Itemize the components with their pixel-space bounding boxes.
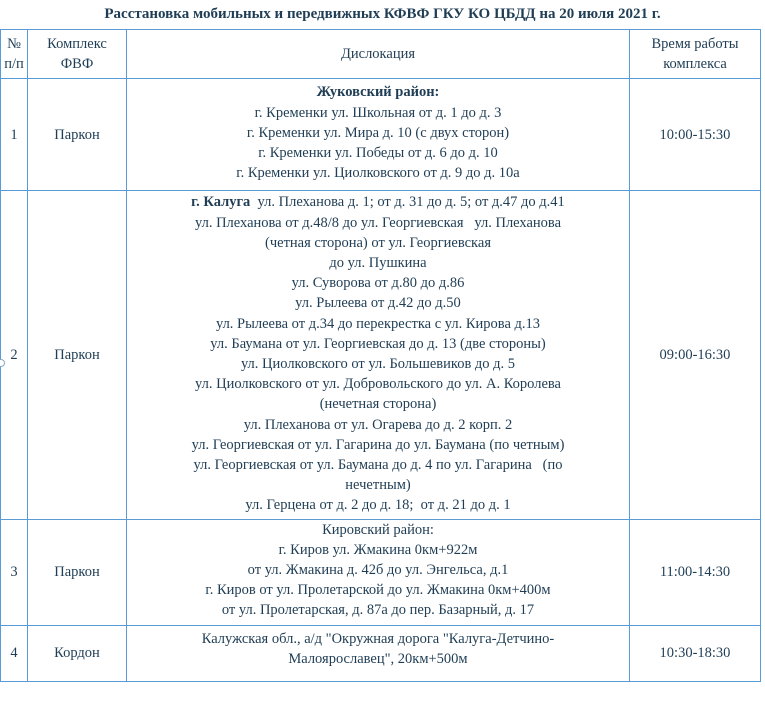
- location-line: нечетным): [345, 477, 411, 494]
- location-line: г. Кременки ул. Циолковского от д. 9 до д. 10а: [236, 165, 520, 182]
- location-line: от ул. Жмакина д. 42б до ул. Энгельса, д.1: [247, 562, 509, 579]
- dislocation-table: [0, 29, 761, 682]
- header-complex: [28, 30, 127, 79]
- work-time: 10:30-18:30: [630, 625, 761, 681]
- location-line: г. Кременки ул. Школьная от д. 1 до д. 3: [254, 104, 502, 121]
- location-line: [127, 192, 629, 212]
- location-line: г. Кременки ул. Победы от д. 6 до д. 10: [258, 145, 498, 162]
- row-number: 3: [1, 519, 28, 625]
- location-line: ул. Циолковского от ул. Добровольского до ул. А. Королева: [195, 376, 561, 393]
- location-line-text: ул. Плеханова д. 1; от д. 31 до д. 5; от д.47 до д.41: [250, 194, 565, 211]
- location-line: Калужская обл., а/д "Окружная дорога "Калуга-Детчино-: [201, 630, 555, 647]
- location-line: Малоярославец", 20км+500м: [288, 650, 468, 667]
- complex-name: Паркон: [28, 79, 127, 191]
- location-line: (четная сторона) от ул. Георгиевская: [265, 234, 491, 251]
- header-num-line: п/п: [4, 56, 24, 73]
- work-time: 09:00-16:30: [630, 191, 761, 519]
- location-line: ул. Георгиевская от ул. Баумана до д. 4 по ул. Гагарина (по: [193, 457, 563, 474]
- location-line: Жуковский район:: [316, 84, 440, 101]
- city-lead: г. Калуга: [191, 194, 251, 211]
- table-row: [1, 191, 761, 519]
- location-line: ул. Баумана от ул. Георгиевская до д. 13 (две стороны): [210, 335, 546, 352]
- work-time: 10:00-15:30: [630, 79, 761, 191]
- location-line: ул. Суворова от д.80 до д.86: [291, 275, 465, 292]
- location-line: до ул. Пушкина: [329, 255, 427, 272]
- complex-name: Кордон: [28, 625, 127, 681]
- document-title: Расстановка мобильных и передвижных КФВФ ГКУ КО ЦБДД на 20 июля 2021 г.: [104, 6, 661, 22]
- location-cell: [127, 79, 630, 191]
- table-row: [1, 519, 761, 625]
- table-row: [1, 79, 761, 191]
- location-line: ул. Циолковского от ул. Большевиков до д. 5: [240, 356, 516, 373]
- location-line: ул. Плеханова от ул. Огарева до д. 2 корп. 2: [243, 416, 513, 433]
- header-complex-line: ФВФ: [60, 56, 94, 73]
- location-cell: [127, 519, 630, 625]
- location-line: г. Кременки ул. Мира д. 10 (с двух сторон): [246, 124, 510, 141]
- table-header-row: [1, 30, 761, 79]
- row-number: 1: [1, 79, 28, 191]
- location-line: ул. Плеханова от д.48/8 до ул. Георгиевская ул. Плеханова: [194, 214, 562, 231]
- location-line: (нечетная сторона): [319, 396, 437, 413]
- header-num: [1, 30, 28, 79]
- location-line: ул. Герцена от д. 2 до д. 18; от д. 21 до д. 1: [245, 497, 511, 514]
- header-time-line: Время работы: [651, 36, 739, 52]
- complex-name: Паркон: [28, 191, 127, 519]
- location-cell: [127, 625, 630, 681]
- header-complex-line: Комплекс: [47, 36, 107, 52]
- location-cell: [127, 191, 630, 519]
- table-body: [1, 79, 761, 682]
- header-time: [630, 30, 761, 79]
- header-time-line: комплекса: [663, 56, 727, 73]
- row-number: 4: [1, 625, 28, 681]
- location-line: ул. Рылеева от д.42 до д.50: [295, 295, 461, 312]
- location-line: от ул. Пролетарская, д. 87а до пер. Базарный, д. 17: [221, 602, 535, 619]
- complex-name: Паркон: [28, 519, 127, 625]
- location-line: Кировский район:: [322, 521, 434, 538]
- location-line: г. Киров ул. Жмакина 0км+922м: [278, 541, 478, 558]
- work-time: 11:00-14:30: [630, 519, 761, 625]
- header-location: Дислокация: [127, 30, 630, 79]
- table-row: [1, 625, 761, 681]
- location-line: ул. Георгиевская от ул. Гагарина до ул. Баумана (по четным): [191, 436, 565, 453]
- row-number: 2: [1, 191, 28, 519]
- location-line: г. Киров от ул. Пролетарской до ул. Жмакина 0км+400м: [205, 582, 551, 599]
- header-num-line: №: [7, 36, 21, 52]
- location-line: ул. Рылеева от д.34 до перекрестка с ул. Кирова д.13: [215, 315, 541, 332]
